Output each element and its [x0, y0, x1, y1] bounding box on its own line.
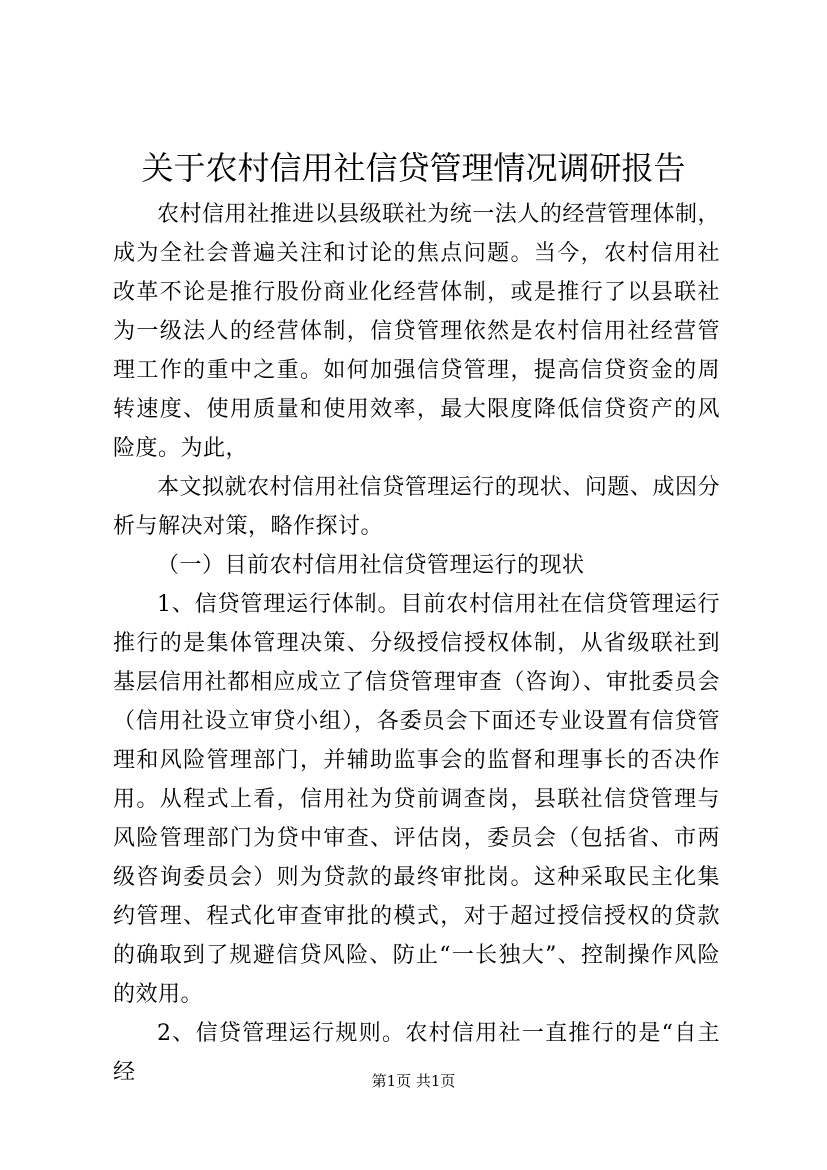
section-heading: （一）目前农村信用社信贷管理运行的现状	[157, 553, 585, 578]
paragraph-system: 1、信贷管理运行体制。目前农村信用社在信贷管理运行推行的是集体管理决策、分级授信授权体制，从省级联社到基层信用社都相应成立了信贷管理审查（咨询）、审批委员会（信用社设立审贷小组），各委员会下面还专业设置有信贷管理和风险管理部门，并辅助监事会的监督和理事长的否决作用。从程式上看，信用社为贷前调查岗，县联社信贷管理与风险管理部门为贷中审查、评估岗，委员会（包括省、市两级咨询委员会）则为贷款的最终审批岗。这种采取民主化集约管理、程式化审查审批的模式，对于超过授信授权的贷款的确取到了规避信贷风险、防止“一长独大”、控制操作风险的效用。	[113, 592, 720, 1007]
paragraph-rules: 2、信贷管理运行规则。农村信用社一直推行的是“自主经	[113, 1021, 720, 1085]
document-title: 关于农村信用社信贷管理情况调研报告	[141, 149, 686, 187]
document-body	[113, 195, 720, 1092]
paragraph-intro: 农村信用社推进以县级联社为统一法人的经营管理体制，成为全社会普遍关注和讨论的焦点问题。当今，农村信用社改革不论是推行股份商业化经营体制，或是推行了以县联社为一级法人的经营体制，信贷管理依然是农村信用社经营管理工作的重中之重。如何加强信贷管理，提高信贷资金的周转速度、使用质量和使用效率，最大限度降低信贷资产的风险度。为此，	[113, 202, 720, 461]
page-number-footer: 第1页 共1页	[371, 1072, 456, 1090]
paragraph-purpose: 本文拟就农村信用社信贷管理运行的现状、问题、成因分析与解决对策，略作探讨。	[113, 475, 720, 539]
